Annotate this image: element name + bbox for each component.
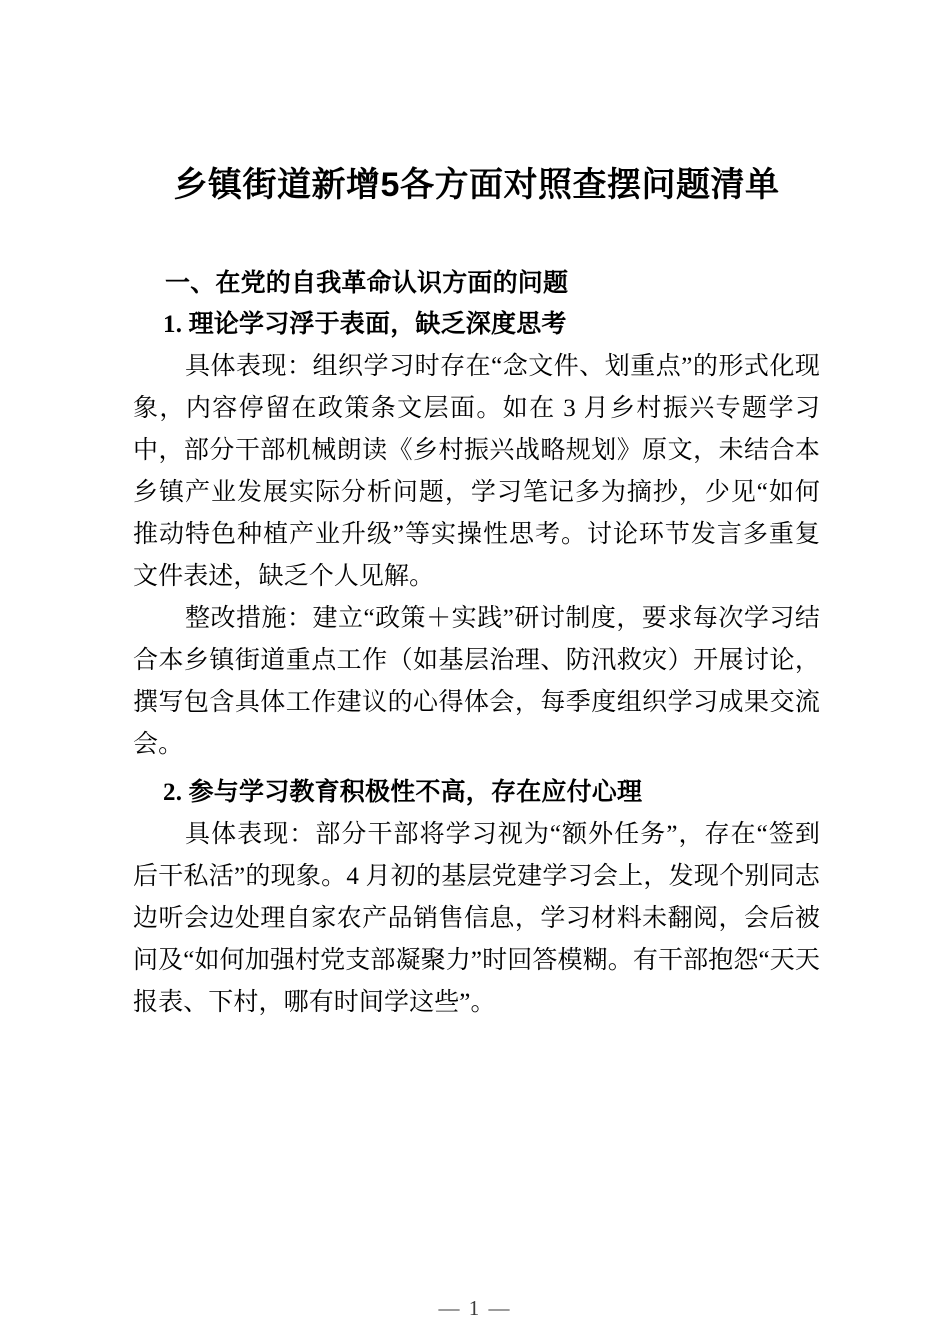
paragraph-manifestation-2: 具体表现：部分干部将学习视为“额外任务”，存在“签到后干私活”的现象。4 月初的基层党建学习会上，发现个别同志边听会边处理自家农产品销售信息，学习材料未翻阅，会后被问及“如何加强村党支部凝聚力”时回答模糊。有干部抱怨“天天报表、下村，哪有时间学这些”。	[133, 821, 820, 1016]
subsection-heading-1: 1. 理论学习浮于表面，缺乏深度思考	[163, 311, 567, 338]
page-number: — 1 —	[438, 1296, 512, 1320]
page-title: 乡镇街道新增5各方面对照查摆问题清单	[173, 166, 780, 204]
paragraph-manifestation-1: 具体表现：组织学习时存在“念文件、划重点”的形式化现象，内容停留在政策条文层面。如在 3 月乡村振兴专题学习中，部分干部机械朗读《乡村振兴战略规划》原文，未结合本乡镇产业发展实际分析问题，学习笔记多为摘抄，少见“如何推动特色种植产业升级”等实操性思考。讨论环节发言多重复文件表述，缺乏个人见解。	[133, 353, 820, 590]
subsection-heading-2: 2. 参与学习教育积极性不高，存在应付心理	[163, 779, 643, 806]
document-content	[133, 0, 820, 1024]
section-heading-1: 一、在党的自我革命认识方面的问题	[165, 269, 569, 297]
paragraph-measures-1: 整改措施：建立“政策＋实践”研讨制度，要求每次学习结合本乡镇街道重点工作（如基层治理、防汛救灾）开展讨论，撰写包含具体工作建议的心得体会，每季度组织学习成果交流会。	[133, 605, 820, 758]
